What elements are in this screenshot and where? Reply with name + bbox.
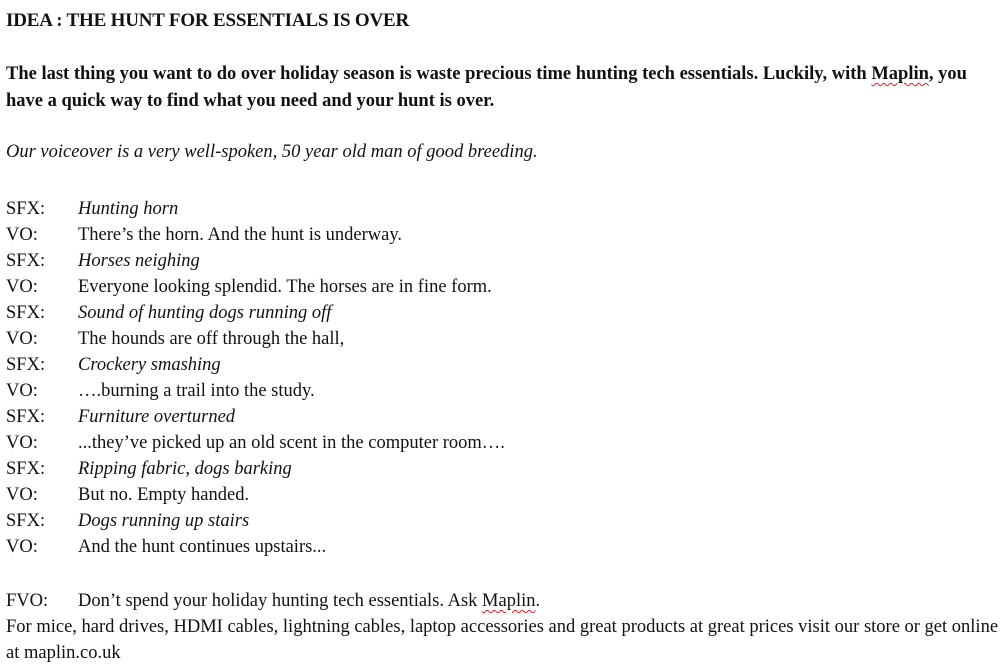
brand-name-misspelling-flag[interactable]: Maplin xyxy=(871,64,929,84)
line-tag: VO: xyxy=(6,537,38,557)
line-tag: VO: xyxy=(6,329,38,349)
line-tag: SFX: xyxy=(6,199,46,219)
closing-paragraph: For mice, hard drives, HDMI cables, lightning cables, laptop accessories and great products at great prices visit our store or get online at maplin.co.uk xyxy=(6,617,999,663)
line-text: Hunting horn xyxy=(78,199,179,219)
line-text: Horses neighing xyxy=(78,251,200,271)
line-text: ...they’ve picked up an old scent in the computer room…. xyxy=(78,433,505,453)
line-tag: SFX: xyxy=(6,511,46,531)
script-line xyxy=(6,378,505,404)
line-tag: VO: xyxy=(6,485,38,505)
line-text: The hounds are off through the hall, xyxy=(78,329,345,349)
line-text: There’s the horn. And the hunt is underway. xyxy=(78,225,403,245)
line-text: And the hunt continues upstairs... xyxy=(78,537,327,557)
voiceover-note: Our voiceover is a very well-spoken, 50 year old man of good breeding. xyxy=(6,142,538,162)
intro-text-start: The last thing you want to do over holiday season is waste precious time hunting tech essentials. Luckily, with xyxy=(6,64,872,84)
line-text: Dogs running up stairs xyxy=(78,511,250,531)
script-line xyxy=(6,534,505,560)
line-tag: VO: xyxy=(6,225,38,245)
fvo-tag: FVO: xyxy=(6,591,49,611)
line-tag: SFX: xyxy=(6,459,46,479)
script-block xyxy=(6,196,505,560)
line-tag: VO: xyxy=(6,381,38,401)
intro-text-end: , you have a quick way to find what you need and your hunt is over. xyxy=(6,64,967,111)
script-line xyxy=(6,404,505,430)
line-text: Crockery smashing xyxy=(78,355,221,375)
line-tag: VO: xyxy=(6,277,38,297)
fvo-line xyxy=(6,588,540,614)
script-line xyxy=(6,196,505,222)
script-line xyxy=(6,222,505,248)
line-text: But no. Empty handed. xyxy=(78,485,250,505)
script-line xyxy=(6,300,505,326)
script-line xyxy=(6,430,505,456)
line-tag: VO: xyxy=(6,433,38,453)
script-line xyxy=(6,248,505,274)
intro-paragraph xyxy=(6,61,996,115)
line-text: Sound of hunting dogs running off xyxy=(78,303,332,323)
line-text: Everyone looking splendid. The horses are in fine form. xyxy=(78,277,492,297)
script-line xyxy=(6,352,505,378)
document-heading: IDEA : THE HUNT FOR ESSENTIALS IS OVER xyxy=(6,10,409,31)
line-text: Ripping fabric, dogs barking xyxy=(78,459,292,479)
script-line xyxy=(6,508,505,534)
line-tag: SFX: xyxy=(6,251,46,271)
line-tag: SFX: xyxy=(6,355,46,375)
fvo-period: . xyxy=(535,591,541,611)
script-line xyxy=(6,274,505,300)
fvo-text: Don’t spend your holiday hunting tech essentials. Ask xyxy=(78,591,483,611)
script-line xyxy=(6,456,505,482)
fvo-brand-misspelling-flag[interactable]: Maplin xyxy=(482,591,536,611)
line-text: Furniture overturned xyxy=(78,407,236,427)
script-line xyxy=(6,482,505,508)
line-tag: SFX: xyxy=(6,303,46,323)
line-tag: SFX: xyxy=(6,407,46,427)
line-text: ….burning a trail into the study. xyxy=(78,381,315,401)
script-line xyxy=(6,326,505,352)
